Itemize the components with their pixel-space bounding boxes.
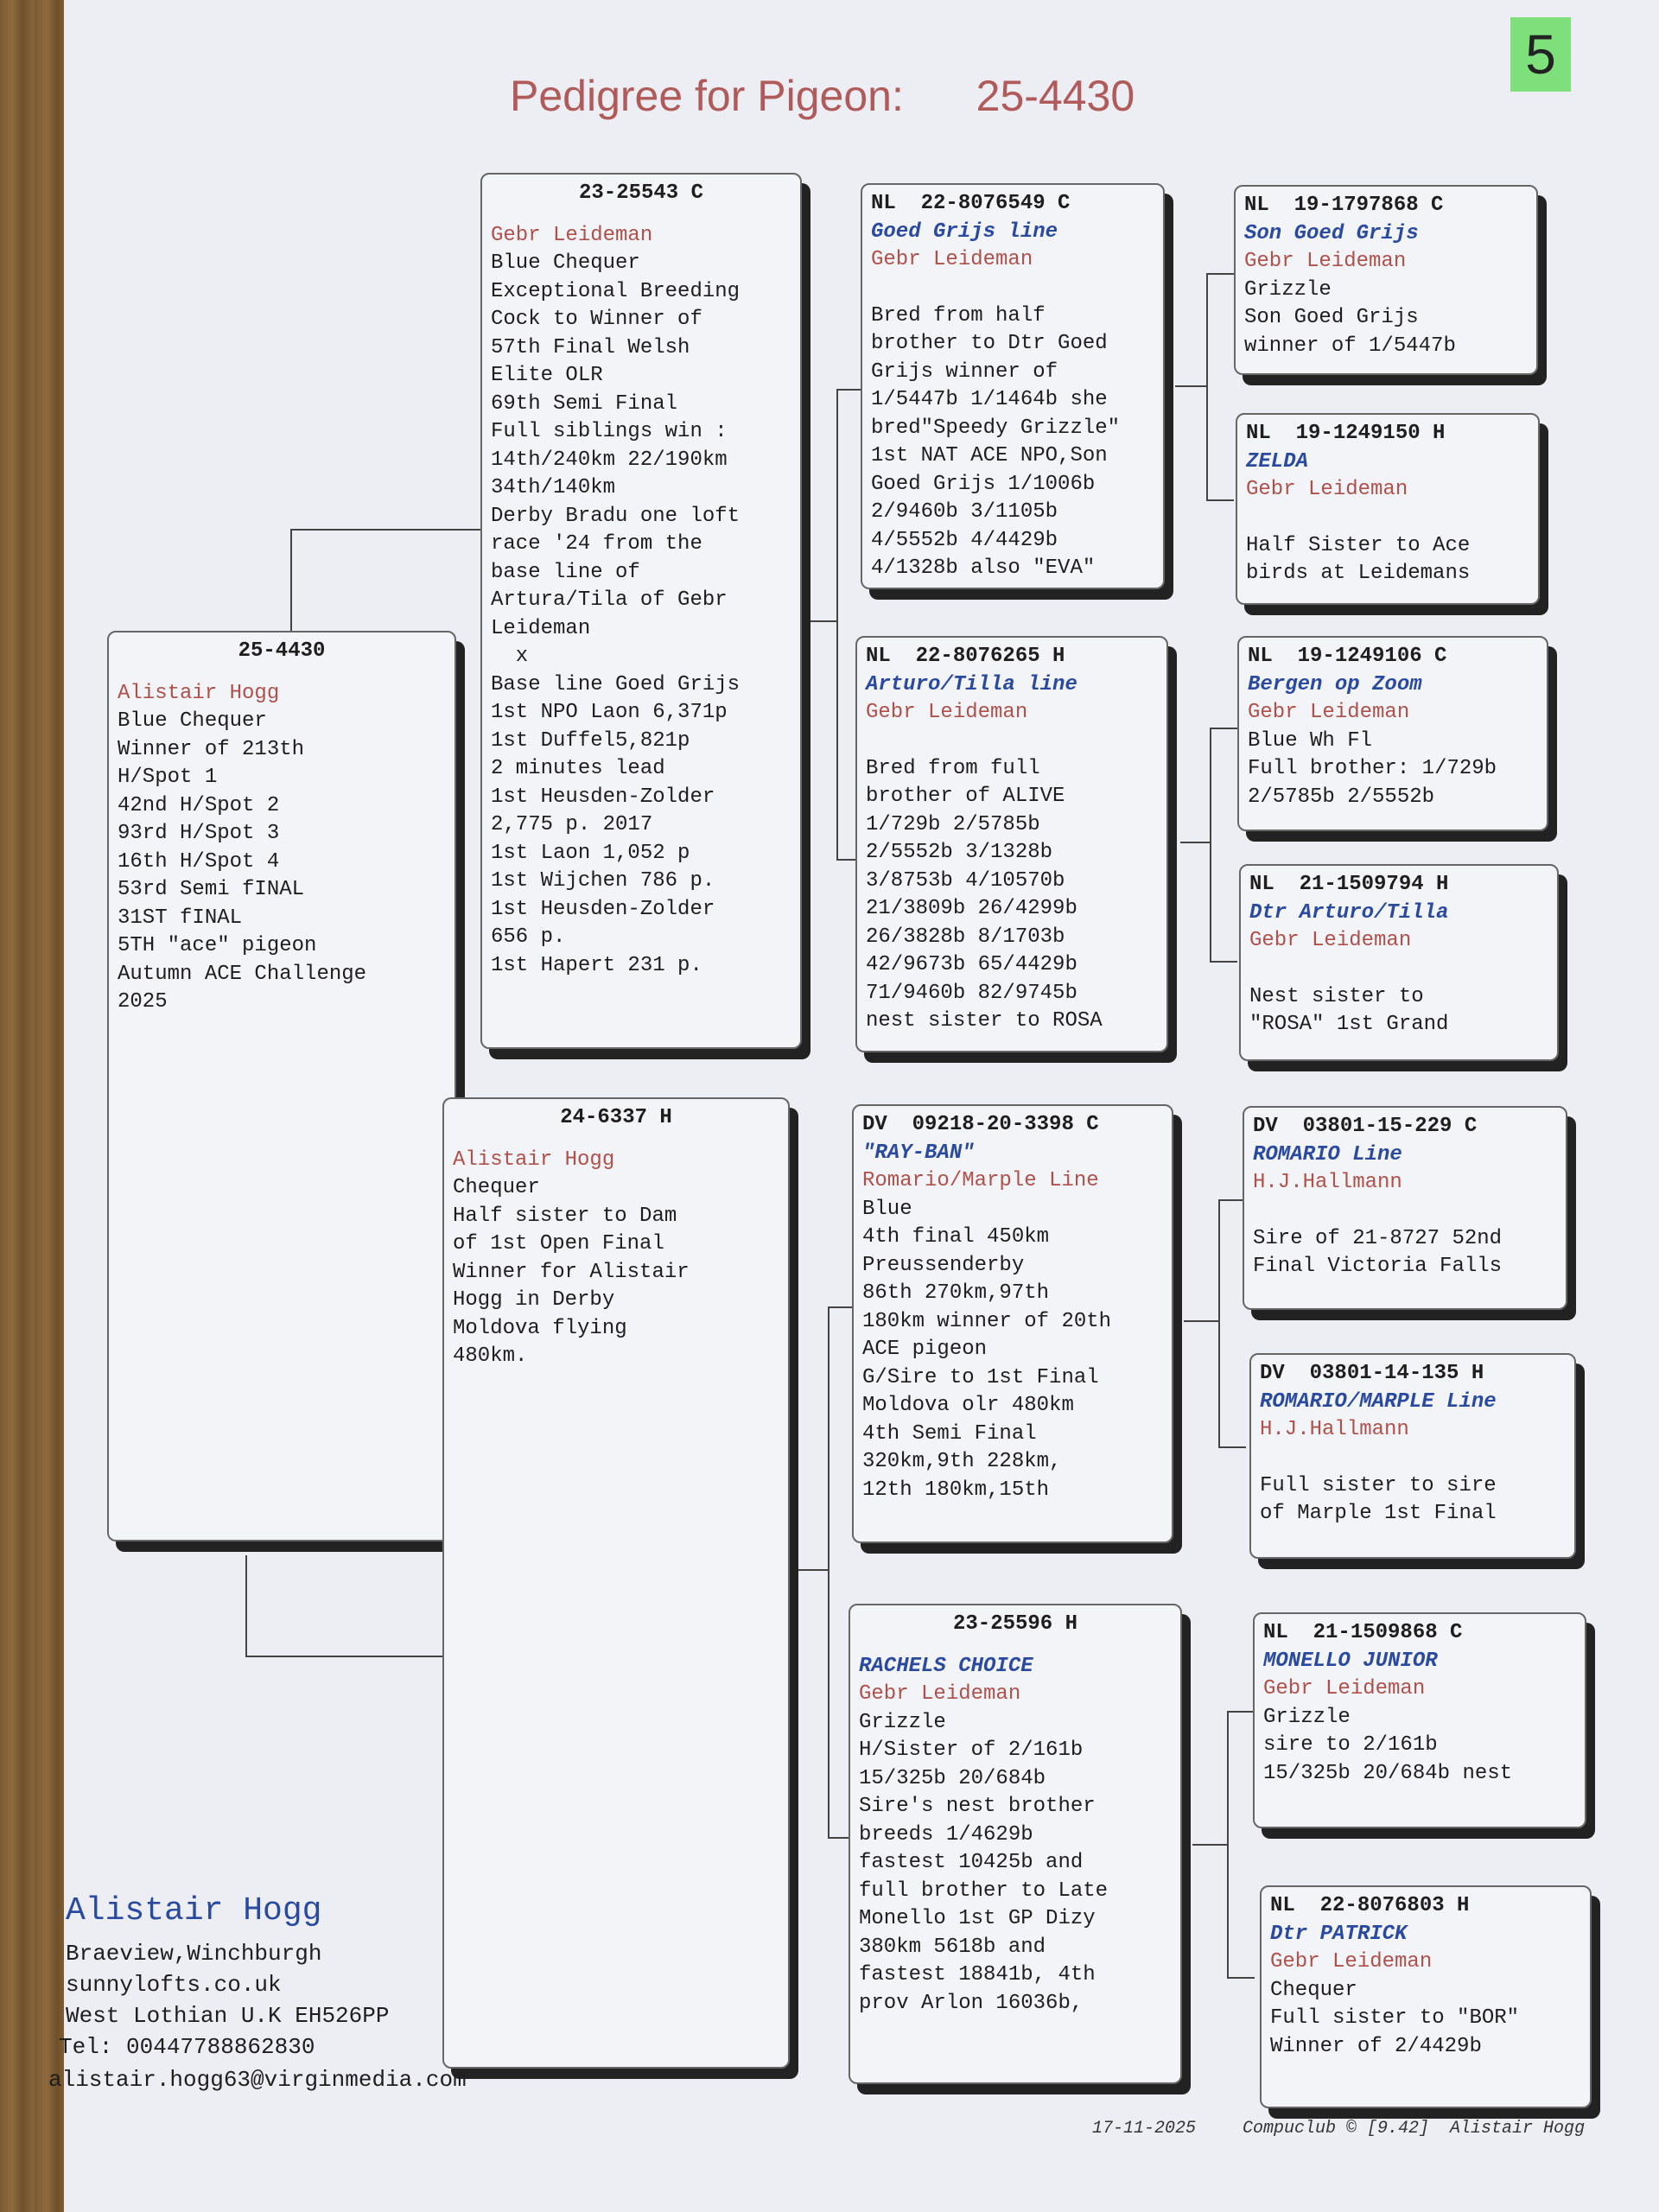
page-number-sticker: 5 bbox=[1510, 17, 1571, 92]
spacer bbox=[859, 1639, 1172, 1653]
detail-line: 2,775 p. 2017 bbox=[491, 813, 653, 836]
detail-line: 2/5552b 3/1328b bbox=[866, 841, 1053, 864]
breeder-name: Alistair Hogg bbox=[118, 681, 280, 705]
detail-line: Moldova flying bbox=[453, 1316, 627, 1340]
breeder-name: Gebr Leideman bbox=[1270, 1950, 1433, 1974]
detail-line: Final Victoria Falls bbox=[1253, 1255, 1503, 1278]
connector-line bbox=[1184, 1320, 1220, 1322]
breeder-name: Gebr Leideman bbox=[859, 1682, 1021, 1706]
ring-number: NL 19-1249106 C bbox=[1248, 645, 1447, 668]
detail-line: of Marple 1st Final bbox=[1260, 1502, 1497, 1525]
detail-line: 180km winner of 20th bbox=[862, 1309, 1112, 1333]
detail-line: 320km,9th 228km, bbox=[862, 1450, 1062, 1473]
sire-card bbox=[480, 173, 802, 1049]
breeder-name: Gebr Leideman bbox=[1246, 478, 1408, 501]
connector-line bbox=[290, 529, 292, 631]
detail-line: 1st NPO Laon 6,371p bbox=[491, 701, 728, 724]
breeder-name: Gebr Leideman bbox=[1263, 1677, 1426, 1700]
connector-line bbox=[1210, 728, 1237, 729]
detail-line: 2/9460b 3/1105b bbox=[871, 500, 1058, 524]
detail-line: full brother to Late bbox=[859, 1878, 1109, 1903]
detail-line: 26/3828b 8/1703b bbox=[866, 925, 1065, 949]
blank-line bbox=[1249, 956, 1548, 983]
ring-number: 24-6337 H bbox=[560, 1106, 672, 1129]
detail-line: G/Sire to 1st Final bbox=[862, 1365, 1099, 1389]
detail-line: Nest sister to bbox=[1249, 984, 1424, 1008]
detail-line: fastest 10425b and bbox=[859, 1851, 1084, 1874]
detail-line: 93rd H/Spot 3 bbox=[118, 822, 280, 845]
line-name: ZELDA bbox=[1246, 449, 1309, 474]
breeder-name: Gebr Leideman bbox=[866, 701, 1028, 724]
card-details bbox=[118, 666, 446, 1017]
software-credit: Compuclub © [9.42] Alistair Hogg bbox=[1243, 2119, 1586, 2139]
detail-line: Bred from full bbox=[866, 756, 1040, 780]
detail-line: 1/5447b 1/1464b she bbox=[871, 388, 1108, 411]
detail-line: H/Spot 1 bbox=[118, 766, 218, 789]
spacer bbox=[453, 1133, 779, 1147]
detail-line: Winner for Alistair bbox=[453, 1260, 690, 1284]
detail-line: Winner of 2/4429b bbox=[1270, 2034, 1482, 2058]
sire-sire-card bbox=[861, 183, 1165, 589]
connector-line bbox=[836, 389, 838, 861]
detail-line: 53rd Semi fINAL bbox=[118, 878, 305, 901]
ring-number: 25-4430 bbox=[238, 639, 326, 663]
card-details bbox=[453, 1133, 779, 1371]
detail-line: Sire of 21-8727 52nd bbox=[1253, 1226, 1503, 1250]
blank-line bbox=[1246, 505, 1529, 532]
detail-line: birds at Leidemans bbox=[1246, 562, 1471, 585]
connector-line bbox=[809, 620, 838, 622]
line-name: Goed Grijs line bbox=[871, 219, 1058, 244]
line-name: Arturo/Tilla line bbox=[866, 672, 1077, 696]
detail-line: Grizzle bbox=[859, 1710, 946, 1734]
owner-telephone: Tel: 00447788862830 bbox=[59, 2034, 315, 2060]
detail-line: 16th H/Spot 4 bbox=[118, 849, 280, 874]
connector-line bbox=[1227, 1711, 1255, 1713]
connector-line bbox=[1227, 1977, 1255, 1979]
detail-line: 42/9673b 65/4429b bbox=[866, 953, 1077, 976]
detail-line: Sire's nest brother bbox=[859, 1795, 1096, 1818]
breeder-name: Gebr Leideman bbox=[871, 248, 1033, 271]
ring-number: NL 22-8076803 H bbox=[1270, 1894, 1470, 1917]
blank-line bbox=[866, 728, 1158, 755]
dam-dam-sire-card bbox=[1253, 1612, 1586, 1828]
line-name: RACHELS CHOICE bbox=[859, 1654, 1033, 1678]
breeder-name: Romario/Marple Line bbox=[862, 1169, 1099, 1192]
detail-line: Blue Chequer bbox=[491, 251, 640, 275]
detail-line: 4th Semi Final bbox=[862, 1421, 1037, 1446]
detail-line: 1/729b 2/5785b bbox=[866, 812, 1040, 836]
detail-line: 15/325b 20/684b nest bbox=[1263, 1761, 1513, 1785]
connector-line bbox=[828, 1306, 830, 1839]
detail-line: Exceptional Breeding bbox=[491, 279, 741, 303]
breeder-name: H.J.Hallmann bbox=[1260, 1418, 1409, 1441]
detail-line: base line of bbox=[491, 560, 640, 584]
connector-line bbox=[245, 1656, 458, 1657]
title-label: Pedigree for Pigeon: bbox=[510, 72, 904, 120]
detail-line: nest sister to ROSA bbox=[866, 1009, 1103, 1033]
connector-line bbox=[795, 1569, 830, 1571]
detail-line: 57th Final Welsh bbox=[491, 335, 690, 359]
page-title bbox=[510, 71, 1166, 123]
blank-line bbox=[1253, 1198, 1557, 1225]
detail-line: 15/325b 20/684b bbox=[859, 1766, 1046, 1790]
detail-line: 71/9460b 82/9745b bbox=[866, 981, 1077, 1005]
connector-line bbox=[1180, 842, 1211, 843]
detail-line: "ROSA" 1st Grand bbox=[1249, 1013, 1449, 1036]
detail-line: 42nd H/Spot 2 bbox=[118, 793, 280, 817]
detail-line: Goed Grijs 1/1006b bbox=[871, 472, 1096, 496]
detail-line: 21/3809b 26/4299b bbox=[866, 897, 1077, 920]
connector-line bbox=[1210, 961, 1237, 963]
detail-line: Chequer bbox=[1270, 1978, 1357, 2002]
dam-sire-card bbox=[852, 1104, 1173, 1543]
detail-line: Derby Bradu one loft bbox=[491, 504, 741, 528]
connector-line bbox=[1192, 1844, 1229, 1846]
dam-dam-card bbox=[849, 1604, 1182, 2084]
owner-address-line-2: West Lothian U.K EH526PP bbox=[66, 2003, 390, 2029]
card-details bbox=[866, 671, 1158, 1036]
detail-line: Bred from half bbox=[871, 303, 1046, 327]
detail-line: Preussenderby bbox=[862, 1253, 1025, 1277]
detail-line: bred"Speedy Grizzle" bbox=[871, 416, 1121, 440]
detail-line: H/Sister of 2/161b bbox=[859, 1738, 1084, 1762]
detail-line: 5TH "ace" pigeon bbox=[118, 934, 317, 957]
ring-number: NL 22-8076549 C bbox=[871, 192, 1071, 215]
spacer bbox=[491, 208, 791, 222]
ring-number: NL 21-1509868 C bbox=[1263, 1621, 1463, 1644]
detail-line: Moldova olr 480km bbox=[862, 1394, 1074, 1417]
dam-card bbox=[442, 1097, 790, 2069]
detail-line: Half sister to Dam bbox=[453, 1204, 677, 1228]
connector-line bbox=[828, 1306, 854, 1308]
breeder-name: Gebr Leideman bbox=[1249, 929, 1412, 952]
detail-line: 12th 180km,15th bbox=[862, 1478, 1050, 1502]
detail-line: 480km. bbox=[453, 1344, 528, 1368]
card-details bbox=[1253, 1141, 1557, 1281]
dam-sire-sire-card bbox=[1243, 1106, 1567, 1310]
detail-line: 1st Wijchen 786 p. bbox=[491, 869, 715, 893]
line-name: MONELLO JUNIOR bbox=[1263, 1649, 1438, 1673]
detail-line: of 1st Open Final bbox=[453, 1232, 664, 1255]
ring-number: NL 21-1509794 H bbox=[1249, 873, 1449, 896]
detail-line: Full brother: 1/729b bbox=[1248, 757, 1497, 780]
detail-line: ACE pigeon bbox=[862, 1338, 988, 1361]
card-details bbox=[1270, 1921, 1581, 2062]
detail-line: Grijs winner of bbox=[871, 359, 1058, 384]
owner-name: Alistair Hogg bbox=[66, 1892, 322, 1929]
spacer bbox=[118, 666, 446, 680]
card-details bbox=[859, 1639, 1172, 2018]
detail-line: 1st Duffel5,821p bbox=[491, 728, 690, 753]
detail-line: 14th/240km 22/190km bbox=[491, 448, 728, 472]
detail-line: Winner of 213th bbox=[118, 737, 305, 761]
card-details bbox=[1260, 1389, 1566, 1529]
connector-line bbox=[245, 1555, 247, 1657]
detail-line: sire to 2/161b bbox=[1263, 1733, 1438, 1757]
detail-line: Blue Wh Fl bbox=[1248, 728, 1373, 753]
detail-line: Blue Chequer bbox=[118, 709, 267, 733]
detail-line: Son Goed Grijs bbox=[1244, 306, 1419, 329]
detail-line: 380km 5618b and bbox=[859, 1935, 1046, 1959]
owner-website: sunnylofts.co.uk bbox=[66, 1972, 282, 1998]
card-details bbox=[491, 208, 791, 981]
line-name: ROMARIO Line bbox=[1253, 1142, 1402, 1166]
ring-number: DV 03801-14-135 H bbox=[1260, 1362, 1484, 1385]
connector-line bbox=[1206, 273, 1234, 275]
detail-line: prov Arlon 16036b, bbox=[859, 1991, 1084, 2015]
detail-line: breeds 1/4629b bbox=[859, 1822, 1033, 1847]
card-details bbox=[862, 1140, 1163, 1505]
sire-sire-sire-card bbox=[1234, 185, 1538, 375]
detail-line: 1st Heusden-Zolder bbox=[491, 897, 715, 921]
ring-number: NL 19-1797868 C bbox=[1244, 194, 1444, 217]
detail-line: 1st Laon 1,052 p bbox=[491, 841, 690, 865]
line-name: Dtr Arturo/Tilla bbox=[1249, 900, 1449, 925]
detail-line: Monello 1st GP Dizy bbox=[859, 1907, 1096, 1930]
line-name: ROMARIO/MARPLE Line bbox=[1260, 1389, 1497, 1414]
detail-line: 4th final 450km bbox=[862, 1225, 1050, 1249]
connector-line bbox=[1227, 1711, 1229, 1979]
detail-line: Grizzle bbox=[1263, 1705, 1351, 1729]
line-name: Bergen op Zoom bbox=[1248, 672, 1422, 696]
title-ring-number: 25-4430 bbox=[976, 72, 1135, 120]
detail-line: race '24 from the bbox=[491, 532, 702, 556]
breeder-name: H.J.Hallmann bbox=[1253, 1171, 1402, 1194]
subject-pigeon-card bbox=[107, 631, 456, 1541]
detail-line: 31ST fINAL bbox=[118, 906, 243, 930]
detail-line: 3/8753b 4/10570b bbox=[866, 868, 1065, 893]
card-details bbox=[1248, 671, 1538, 812]
dam-dam-dam-card bbox=[1260, 1885, 1592, 2108]
connector-line bbox=[1218, 1199, 1220, 1448]
ring-number: NL 19-1249150 H bbox=[1246, 422, 1446, 445]
ring-number: NL 22-8076265 H bbox=[866, 645, 1065, 668]
detail-line: 2/5785b 2/5552b bbox=[1248, 785, 1435, 809]
connector-line bbox=[1210, 728, 1211, 963]
detail-line: Autumn ACE Challenge bbox=[118, 962, 367, 986]
detail-line: Blue bbox=[862, 1197, 912, 1221]
detail-line: brother of ALIVE bbox=[866, 785, 1065, 808]
detail-line: Half Sister to Ace bbox=[1246, 533, 1471, 557]
connector-line bbox=[836, 389, 862, 391]
line-name: "RAY-BAN" bbox=[862, 1141, 975, 1165]
detail-line: Leideman bbox=[491, 616, 591, 640]
card-details bbox=[1263, 1648, 1576, 1789]
card-details bbox=[1244, 220, 1528, 361]
print-date: 17-11-2025 bbox=[1092, 2119, 1197, 2139]
connector-line bbox=[1175, 385, 1206, 387]
detail-line: 2025 bbox=[118, 990, 168, 1014]
detail-line: 4/1328b also "EVA" bbox=[871, 556, 1096, 580]
owner-email: alistair.hogg63@virginmedia.com bbox=[48, 2067, 467, 2093]
detail-line: 1st Heusden-Zolder bbox=[491, 785, 715, 809]
detail-line: Cock to Winner of bbox=[491, 308, 702, 331]
detail-line: Chequer bbox=[453, 1176, 540, 1199]
card-details bbox=[1249, 899, 1548, 1039]
card-details bbox=[1246, 448, 1529, 588]
detail-line: 86th 270km,97th bbox=[862, 1281, 1050, 1305]
detail-line: Base line Goed Grijs bbox=[491, 672, 741, 696]
detail-line: Full sister to sire bbox=[1260, 1473, 1497, 1497]
card-details bbox=[871, 219, 1154, 583]
detail-line: 69th Semi Final bbox=[491, 391, 678, 416]
detail-line: brother to Dtr Goed bbox=[871, 332, 1108, 355]
detail-line: Full sister to "BOR" bbox=[1270, 2006, 1520, 2030]
detail-line: 2 minutes lead bbox=[491, 757, 665, 780]
detail-line: Full siblings win : bbox=[491, 420, 728, 443]
detail-line: Grizzle bbox=[1244, 277, 1332, 302]
dam-sire-dam-card bbox=[1249, 1353, 1576, 1559]
detail-line: Elite OLR bbox=[491, 364, 603, 387]
detail-line: x bbox=[491, 645, 529, 668]
connector-line bbox=[1206, 499, 1234, 501]
detail-line: 656 p. bbox=[491, 925, 566, 949]
owner-address-line-1: Braeview,Winchburgh bbox=[66, 1941, 322, 1967]
blank-line bbox=[1260, 1445, 1566, 1472]
ring-number: 23-25596 H bbox=[952, 1612, 1078, 1636]
detail-line: fastest 18841b, 4th bbox=[859, 1963, 1096, 1986]
sire-dam-card bbox=[855, 636, 1168, 1052]
sire-dam-dam-card bbox=[1239, 864, 1559, 1061]
sire-sire-dam-card bbox=[1236, 413, 1540, 605]
detail-line: winner of 1/5447b bbox=[1244, 334, 1456, 358]
detail-line: 1st NAT ACE NPO,Son bbox=[871, 444, 1108, 467]
connector-line bbox=[1206, 273, 1208, 501]
line-name: Son Goed Grijs bbox=[1244, 221, 1419, 245]
ring-number: DV 09218-20-3398 C bbox=[862, 1113, 1099, 1136]
connector-line bbox=[290, 529, 491, 531]
breeder-name: Gebr Leideman bbox=[1248, 701, 1410, 724]
breeder-name: Gebr Leideman bbox=[1244, 250, 1407, 273]
sire-dam-sire-card bbox=[1237, 636, 1548, 831]
connector-line bbox=[1218, 1446, 1246, 1448]
breeder-name: Gebr Leideman bbox=[491, 223, 653, 247]
ring-number: DV 03801-15-229 C bbox=[1253, 1115, 1478, 1138]
breeder-name: Alistair Hogg bbox=[453, 1147, 615, 1172]
detail-line: 1st Hapert 231 p. bbox=[491, 953, 702, 977]
line-name: Dtr PATRICK bbox=[1270, 1922, 1408, 1946]
detail-line: Artura/Tila of Gebr bbox=[491, 588, 728, 612]
detail-line: 4/5552b 4/4429b bbox=[871, 528, 1058, 552]
blank-line bbox=[871, 275, 1154, 302]
detail-line: Hogg in Derby bbox=[453, 1288, 615, 1312]
ring-number: 23-25543 C bbox=[578, 181, 704, 205]
detail-line: 34th/140km bbox=[491, 476, 616, 499]
